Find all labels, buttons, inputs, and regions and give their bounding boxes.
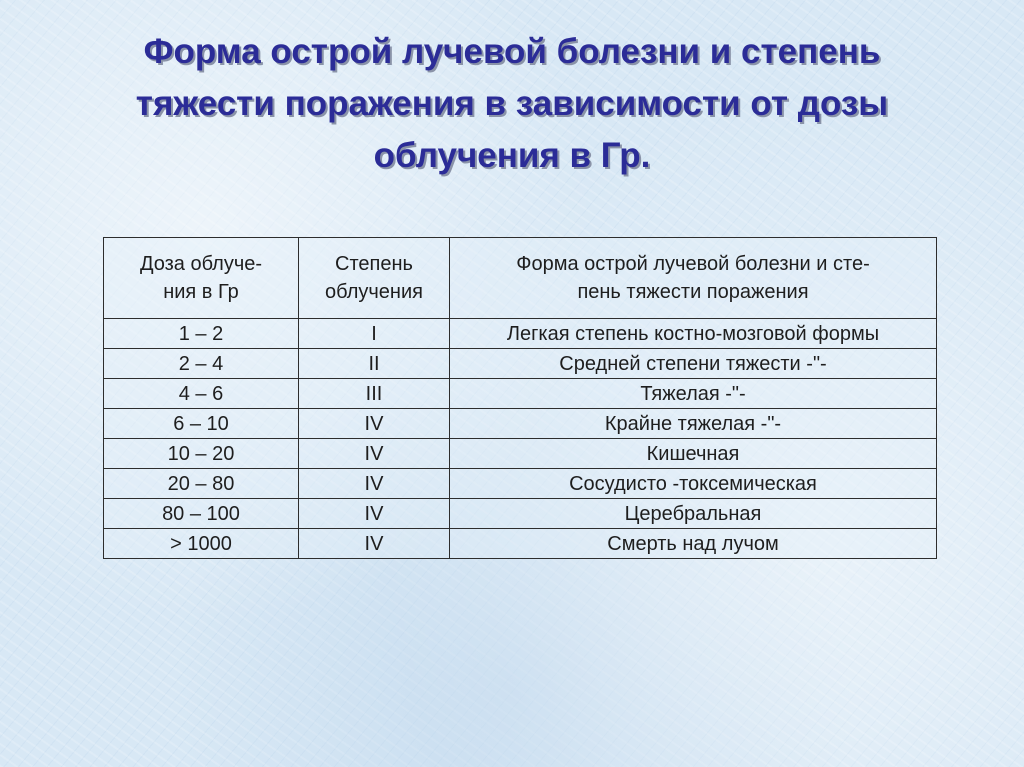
table-row	[104, 349, 937, 379]
header-form	[450, 238, 937, 319]
cell-dose: 4 – 6	[104, 379, 299, 409]
cell-dose: 20 – 80	[104, 469, 299, 499]
cell-degree: III	[299, 379, 450, 409]
table-header-row	[104, 238, 937, 319]
header-degree-line: облучения	[325, 281, 423, 303]
cell-dose: 1 – 2	[104, 319, 299, 349]
cell-degree: II	[299, 349, 450, 379]
title-line: облучения в Гр.	[373, 136, 651, 175]
cell-degree: IV	[299, 409, 450, 439]
cell-form: Крайне тяжелая -"-	[450, 409, 937, 439]
cell-degree: I	[299, 319, 450, 349]
cell-form: Легкая степень костно-мозговой формы	[450, 319, 937, 349]
table-row	[104, 379, 937, 409]
cell-degree: IV	[299, 499, 450, 529]
cell-form: Средней степени тяжести -"-	[450, 349, 937, 379]
cell-form: Смерть над лучом	[450, 529, 937, 559]
dose-table	[103, 237, 937, 559]
cell-form: Сосудисто -токсемическая	[450, 469, 937, 499]
title-line: тяжести поражения в зависимости от дозы	[135, 84, 889, 123]
title-line: Форма острой лучевой болезни и степень	[143, 32, 881, 71]
slide-title	[40, 26, 984, 182]
cell-degree: IV	[299, 469, 450, 499]
header-form-line: Форма острой лучевой болезни и сте-	[516, 253, 870, 275]
table-row	[104, 469, 937, 499]
cell-form: Церебральная	[450, 499, 937, 529]
table-row	[104, 439, 937, 469]
cell-degree: IV	[299, 529, 450, 559]
header-dose	[104, 238, 299, 319]
header-degree-line: Степень	[335, 253, 413, 275]
header-degree	[299, 238, 450, 319]
table-row	[104, 319, 937, 349]
cell-degree: IV	[299, 439, 450, 469]
header-dose-line: ния в Гр	[163, 281, 239, 303]
cell-dose: 80 – 100	[104, 499, 299, 529]
cell-dose: 6 – 10	[104, 409, 299, 439]
cell-dose: > 1000	[104, 529, 299, 559]
table-row	[104, 499, 937, 529]
cell-form: Тяжелая -"-	[450, 379, 937, 409]
cell-dose: 2 – 4	[104, 349, 299, 379]
cell-dose: 10 – 20	[104, 439, 299, 469]
table-row	[104, 529, 937, 559]
header-form-line: пень тяжести поражения	[577, 281, 809, 303]
cell-form: Кишечная	[450, 439, 937, 469]
header-dose-line: Доза облуче-	[139, 253, 263, 275]
table-row	[104, 409, 937, 439]
